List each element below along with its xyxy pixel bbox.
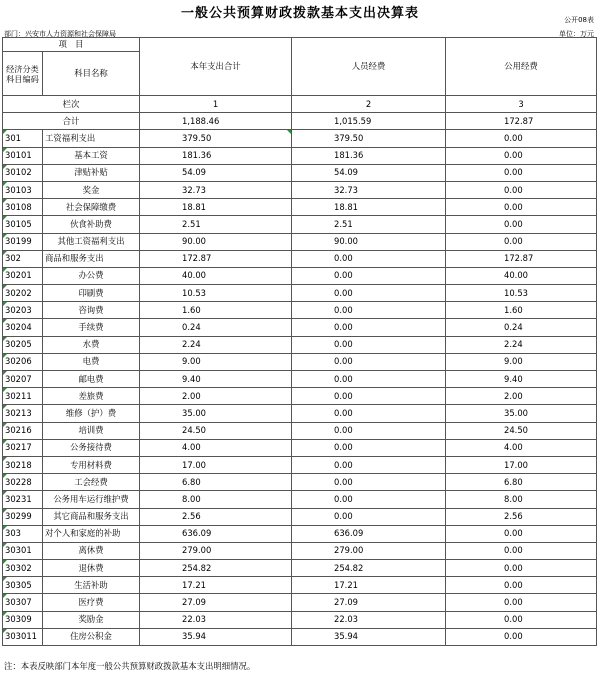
table-row <box>3 560 597 577</box>
table-row <box>3 130 597 147</box>
public-cell: 0.00 <box>446 199 597 216</box>
unit-label: 单位：万元 <box>559 30 594 38</box>
table-row <box>3 336 597 353</box>
seq-label: 栏次 <box>3 96 140 113</box>
table-row <box>3 302 597 319</box>
public-cell: 35.00 <box>446 405 597 422</box>
subject-name-cell: 手续费 <box>43 319 140 336</box>
econ-code-cell: 30206 <box>3 353 43 370</box>
basic-total-cell: 181.36 <box>140 147 292 164</box>
seq-row <box>3 96 597 113</box>
basic-total-cell: 2.00 <box>140 388 292 405</box>
public-cell: 6.80 <box>446 474 597 491</box>
subject-name-cell: 社会保障缴费 <box>43 199 140 216</box>
personnel-cell: 0.00 <box>292 319 446 336</box>
public-cell: 0.00 <box>446 594 597 611</box>
subject-name-cell: 奖金 <box>43 181 140 198</box>
subject-name-cell: 工资福利支出 <box>43 130 140 147</box>
table-row <box>3 285 597 302</box>
table-row <box>3 525 597 542</box>
public-cell: 0.24 <box>446 319 597 336</box>
basic-total-cell: 1.60 <box>140 302 292 319</box>
public-cell: 0.00 <box>446 628 597 645</box>
header-row-item <box>3 38 597 52</box>
personnel-cell: 0.00 <box>292 336 446 353</box>
public-cell: 2.00 <box>446 388 597 405</box>
public-cell: 0.00 <box>446 560 597 577</box>
public-cell: 17.00 <box>446 456 597 473</box>
personnel-cell: 0.00 <box>292 302 446 319</box>
econ-code-cell: 30302 <box>3 560 43 577</box>
subject-name-cell: 商品和服务支出 <box>43 250 140 267</box>
econ-code-cell: 30201 <box>3 267 43 284</box>
total-basic: 1,188.46 <box>140 113 292 130</box>
basic-total-cell: 40.00 <box>140 267 292 284</box>
table-row <box>3 405 597 422</box>
public-cell: 172.87 <box>446 250 597 267</box>
public-cell: 1.60 <box>446 302 597 319</box>
econ-code-cell: 30207 <box>3 371 43 388</box>
econ-code-cell: 30299 <box>3 508 43 525</box>
basic-total-cell: 54.09 <box>140 164 292 181</box>
public-cell: 0.00 <box>446 130 597 147</box>
public-cell: 0.00 <box>446 611 597 628</box>
personnel-cell: 0.00 <box>292 267 446 284</box>
page-title: 一般公共预算财政拨款基本支出决算表 <box>180 6 419 21</box>
subject-name-cell: 培训费 <box>43 422 140 439</box>
personnel-cell: 0.00 <box>292 405 446 422</box>
subject-name-cell: 住房公积金 <box>43 628 140 645</box>
public-cell: 2.24 <box>446 336 597 353</box>
subject-name-cell: 电费 <box>43 353 140 370</box>
public-cell: 4.00 <box>446 439 597 456</box>
subject-name-cell: 咨询费 <box>43 302 140 319</box>
public-cell: 0.00 <box>446 542 597 559</box>
subject-name-cell: 其它商品和服务支出 <box>43 508 140 525</box>
personnel-cell: 0.00 <box>292 439 446 456</box>
table-row <box>3 250 597 267</box>
table-row <box>3 164 597 181</box>
subject-name-cell: 工会经费 <box>43 474 140 491</box>
econ-code-cell: 302 <box>3 250 43 267</box>
form-number: 公开08表 <box>564 16 594 24</box>
subject-name-cell: 伙食补助费 <box>43 216 140 233</box>
econ-code-cell: 301 <box>3 130 43 147</box>
subject-name-cell: 离休费 <box>43 542 140 559</box>
econ-code-cell: 30204 <box>3 319 43 336</box>
basic-total-cell: 35.94 <box>140 628 292 645</box>
basic-total-cell: 22.03 <box>140 611 292 628</box>
table-row <box>3 353 597 370</box>
econ-code-cell: 303011 <box>3 628 43 645</box>
public-cell: 0.00 <box>446 577 597 594</box>
econ-code-cell: 30305 <box>3 577 43 594</box>
public-cell: 0.00 <box>446 164 597 181</box>
personnel-cell: 0.00 <box>292 353 446 370</box>
department-label: 部门：兴安市人力资源和社会保障局 <box>4 30 116 38</box>
table-row <box>3 508 597 525</box>
basic-total-cell: 6.80 <box>140 474 292 491</box>
table-row <box>3 199 597 216</box>
total-public: 172.87 <box>446 113 597 130</box>
table-row <box>3 181 597 198</box>
econ-code-cell: 30217 <box>3 439 43 456</box>
public-header: 公用经费 <box>446 38 597 96</box>
table-row <box>3 233 597 250</box>
econ-code-cell: 30108 <box>3 199 43 216</box>
econ-code-cell: 30301 <box>3 542 43 559</box>
public-cell: 0.00 <box>446 525 597 542</box>
personnel-cell: 0.00 <box>292 456 446 473</box>
seq-col-1: 1 <box>140 96 292 113</box>
item-group-header: 项 目 <box>3 38 140 52</box>
table-row <box>3 628 597 645</box>
public-cell: 9.40 <box>446 371 597 388</box>
subject-name-cell: 奖励金 <box>43 611 140 628</box>
table-row <box>3 474 597 491</box>
table-row <box>3 319 597 336</box>
personnel-cell: 0.00 <box>292 474 446 491</box>
basic-total-cell: 0.24 <box>140 319 292 336</box>
econ-code-cell: 30211 <box>3 388 43 405</box>
basic-total-cell: 636.09 <box>140 525 292 542</box>
subject-name-cell: 其他工资福利支出 <box>43 233 140 250</box>
personnel-header: 人员经费 <box>292 38 446 96</box>
personnel-cell: 0.00 <box>292 388 446 405</box>
personnel-cell: 35.94 <box>292 628 446 645</box>
econ-code-cell: 30231 <box>3 491 43 508</box>
econ-code-cell: 303 <box>3 525 43 542</box>
basic-total-cell: 379.50 <box>140 130 292 147</box>
personnel-cell: 18.81 <box>292 199 446 216</box>
personnel-cell: 279.00 <box>292 542 446 559</box>
table-row <box>3 422 597 439</box>
basic-total-cell: 172.87 <box>140 250 292 267</box>
econ-code-cell: 30228 <box>3 474 43 491</box>
table-row <box>3 147 597 164</box>
public-cell: 0.00 <box>446 216 597 233</box>
total-personnel: 1,015.59 <box>292 113 446 130</box>
econ-code-cell: 30205 <box>3 336 43 353</box>
subject-name-cell: 水费 <box>43 336 140 353</box>
basic-total-cell: 90.00 <box>140 233 292 250</box>
econ-code-cell: 30203 <box>3 302 43 319</box>
subject-name-cell: 邮电费 <box>43 371 140 388</box>
econ-code-cell: 30102 <box>3 164 43 181</box>
econ-code-cell: 30309 <box>3 611 43 628</box>
personnel-cell: 181.36 <box>292 147 446 164</box>
personnel-cell: 27.09 <box>292 594 446 611</box>
subject-name-cell: 对个人和家庭的补助 <box>43 525 140 542</box>
basic-total-cell: 24.50 <box>140 422 292 439</box>
subject-name-cell: 津贴补贴 <box>43 164 140 181</box>
basic-total-cell: 2.51 <box>140 216 292 233</box>
subject-name-cell: 维修（护）费 <box>43 405 140 422</box>
seq-col-3: 3 <box>446 96 597 113</box>
subject-name-cell: 差旅费 <box>43 388 140 405</box>
basic-total-cell: 279.00 <box>140 542 292 559</box>
public-cell: 9.00 <box>446 353 597 370</box>
subject-name-cell: 办公费 <box>43 267 140 284</box>
personnel-cell: 0.00 <box>292 371 446 388</box>
public-cell: 8.00 <box>446 491 597 508</box>
basic-total-cell: 10.53 <box>140 285 292 302</box>
basic-total-cell: 17.00 <box>140 456 292 473</box>
personnel-cell: 2.51 <box>292 216 446 233</box>
basic-total-cell: 4.00 <box>140 439 292 456</box>
econ-code-cell: 30213 <box>3 405 43 422</box>
public-cell: 24.50 <box>446 422 597 439</box>
basic-total-cell: 9.40 <box>140 371 292 388</box>
personnel-cell: 0.00 <box>292 508 446 525</box>
econ-code-cell: 30101 <box>3 147 43 164</box>
subject-name-cell: 退休费 <box>43 560 140 577</box>
public-cell: 0.00 <box>446 233 597 250</box>
econ-code-header: 经济分类科目编码 <box>3 52 43 96</box>
table-row <box>3 542 597 559</box>
table-row <box>3 456 597 473</box>
econ-code-cell: 30199 <box>3 233 43 250</box>
table-row <box>3 594 597 611</box>
econ-code-cell: 30105 <box>3 216 43 233</box>
subject-name-cell: 印刷费 <box>43 285 140 302</box>
personnel-cell: 54.09 <box>292 164 446 181</box>
basic-total-cell: 18.81 <box>140 199 292 216</box>
personnel-cell: 22.03 <box>292 611 446 628</box>
basic-total-cell: 32.73 <box>140 181 292 198</box>
basic-total-cell: 17.21 <box>140 577 292 594</box>
public-cell: 10.53 <box>446 285 597 302</box>
table-row <box>3 577 597 594</box>
public-cell: 40.00 <box>446 267 597 284</box>
basic-total-header: 本年支出合计 <box>140 38 292 96</box>
personnel-cell: 0.00 <box>292 250 446 267</box>
basic-total-cell: 2.56 <box>140 508 292 525</box>
personnel-cell: 17.21 <box>292 577 446 594</box>
basic-total-cell: 35.00 <box>140 405 292 422</box>
public-cell: 0.00 <box>446 181 597 198</box>
econ-code-cell: 30218 <box>3 456 43 473</box>
table-row <box>3 491 597 508</box>
personnel-cell: 0.00 <box>292 422 446 439</box>
table-row <box>3 611 597 628</box>
basic-total-cell: 2.24 <box>140 336 292 353</box>
personnel-cell: 32.73 <box>292 181 446 198</box>
table-row <box>3 216 597 233</box>
footer-note: 注：本表反映部门本年度一般公共预算财政拨款基本支出明细情况。 <box>4 661 256 671</box>
subject-name-cell: 医疗费 <box>43 594 140 611</box>
basic-total-cell: 8.00 <box>140 491 292 508</box>
subject-name-cell: 公务用车运行维护费 <box>43 491 140 508</box>
personnel-cell: 254.82 <box>292 560 446 577</box>
table-row <box>3 371 597 388</box>
econ-code-cell: 30202 <box>3 285 43 302</box>
subject-name-cell: 生活补助 <box>43 577 140 594</box>
table-row <box>3 388 597 405</box>
table-row <box>3 267 597 284</box>
total-label: 合计 <box>3 113 140 130</box>
table-row <box>3 439 597 456</box>
subject-name-cell: 基本工资 <box>43 147 140 164</box>
subject-name-cell: 公务接待费 <box>43 439 140 456</box>
econ-code-cell: 30103 <box>3 181 43 198</box>
basic-total-cell: 254.82 <box>140 560 292 577</box>
basic-total-cell: 9.00 <box>140 353 292 370</box>
public-cell: 0.00 <box>446 147 597 164</box>
personnel-cell: 379.50 <box>292 130 446 147</box>
personnel-cell: 636.09 <box>292 525 446 542</box>
expenditure-table <box>2 37 597 646</box>
public-cell: 2.56 <box>446 508 597 525</box>
personnel-cell: 90.00 <box>292 233 446 250</box>
personnel-cell: 0.00 <box>292 285 446 302</box>
personnel-cell: 0.00 <box>292 491 446 508</box>
subject-name-header: 科目名称 <box>43 52 140 96</box>
econ-code-cell: 30216 <box>3 422 43 439</box>
subject-name-cell: 专用材料费 <box>43 456 140 473</box>
basic-total-cell: 27.09 <box>140 594 292 611</box>
econ-code-cell: 30307 <box>3 594 43 611</box>
total-row <box>3 113 597 130</box>
seq-col-2: 2 <box>292 96 446 113</box>
